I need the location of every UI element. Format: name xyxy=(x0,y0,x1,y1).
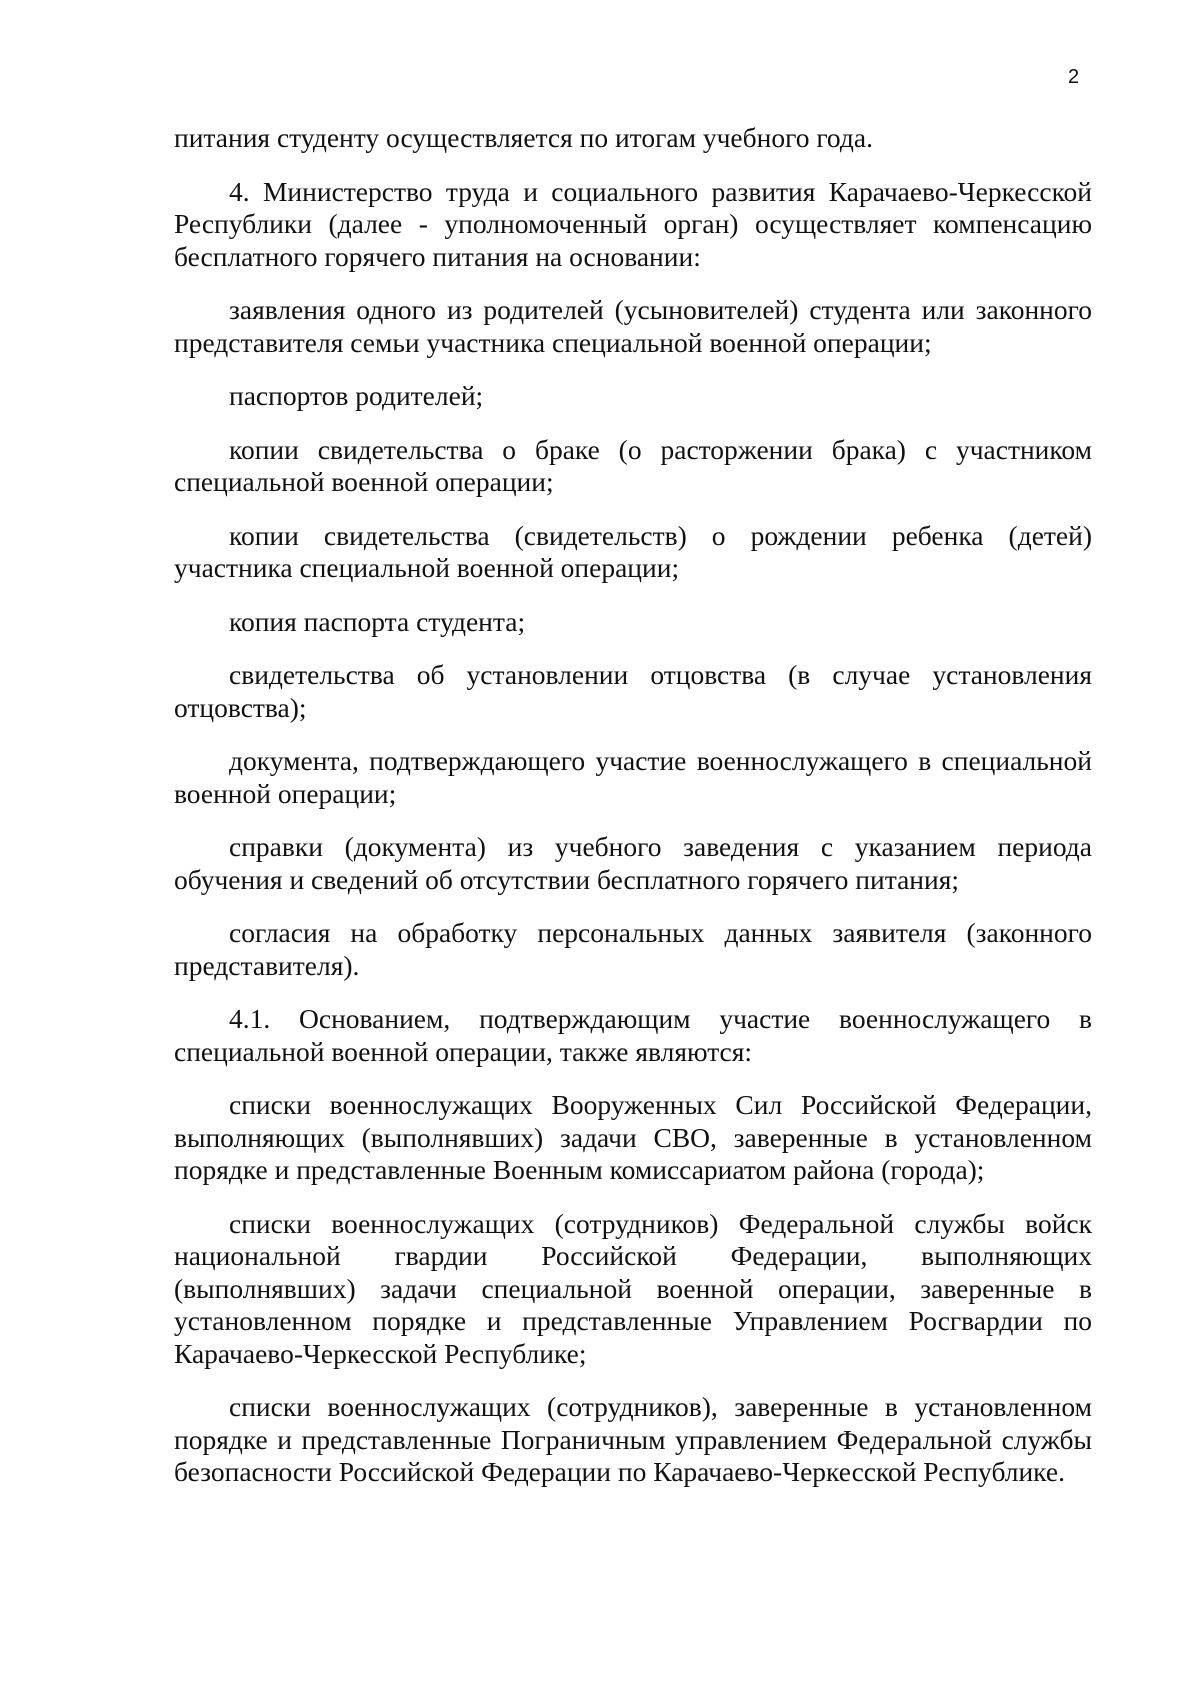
paragraph-national-guard-lists: списки военнослужащих (сотрудников) Федеральной службы войск национальной гвардии Российской Федерации, выполняющих (выполнявших) задачи специальной военной операции, заверенные в установленном порядке и представленные Управлением Росгвардии по Карачаево-Черкесской Республике; xyxy=(174,1207,1092,1369)
paragraph-armed-forces-lists: списки военнослужащих Вооруженных Сил Российской Федерации, выполняющих (выполнявших) задачи СВО, заверенные в установленном порядке и представленные Военным комиссариатом района (города); xyxy=(174,1089,1092,1185)
paragraph-application: заявления одного из родителей (усыновителей) студента или законного представителя семьи участника специальной военной операции; xyxy=(174,294,1092,358)
paragraph-item-4: 4. Министерство труда и социального развития Карачаево-Черкесской Республики (далее - уполномоченный орган) осуществляет компенсацию бесплатного горячего питания на основании: xyxy=(174,175,1092,272)
paragraph-birth-certificate: копии свидетельства (свидетельств) о рождении ребенка (детей) участника специальной военной операции; xyxy=(174,519,1092,583)
paragraph-paternity-certificate: свидетельства об установлении отцовства (в случае установления отцовства); xyxy=(174,659,1092,723)
paragraph-border-service-lists: списки военнослужащих (сотрудников), заверенные в установленном порядке и представленные Пограничным управлением Федеральной службы безопасности Российской Федерации по Карачаево-Черкесской Республике. xyxy=(174,1391,1092,1487)
paragraph-participation-document: документа, подтверждающего участие военнослужащего в специальной военной операции; xyxy=(174,745,1092,809)
paragraph-marriage-certificate: копии свидетельства о браке (о расторжении брака) с участником специальной военной операции; xyxy=(174,433,1092,497)
document-body xyxy=(174,122,1092,1489)
paragraph-school-certificate: справки (документа) из учебного заведения с указанием периода обучения и сведений об отсутствии бесплатного горячего питания; xyxy=(174,831,1092,895)
paragraph-data-consent: согласия на обработку персональных данных заявителя (законного представителя). xyxy=(174,917,1092,981)
paragraph-parent-passports: паспортов родителей; xyxy=(229,380,484,411)
page-number: 2 xyxy=(1068,66,1080,88)
paragraph-student-passport: копия паспорта студента; xyxy=(229,605,526,637)
paragraph-meal-continuation: питания студенту осуществляется по итогам учебного года. xyxy=(174,122,873,153)
paragraph-item-4-1: 4.1. Основанием, подтверждающим участие военнослужащего в специальной военной операции, также являются: xyxy=(174,1003,1092,1067)
